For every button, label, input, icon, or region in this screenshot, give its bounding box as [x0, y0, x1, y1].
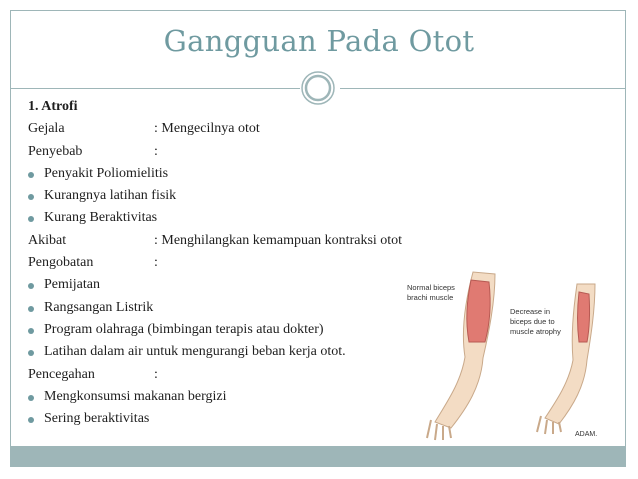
list-item-text: Mengkonsumsi makanan bergizi [44, 388, 227, 404]
list-item [28, 185, 448, 207]
list-item-text: Latihan dalam air untuk mengurangi beban kerja otot. [44, 344, 346, 360]
list-item-text: Rangsangan Listrik [44, 299, 154, 315]
normal-biceps-label-2: brachi muscle [407, 293, 454, 302]
bullet-icon [28, 395, 34, 401]
list-item-text: Sering beraktivitas [44, 411, 150, 427]
penyebab-row [28, 141, 448, 163]
akibat-label: Akibat [28, 232, 67, 248]
penyebab-label: Penyebab [28, 143, 83, 159]
atrophy-label-2: biceps due to [510, 317, 555, 326]
slide-title: Gangguan Pada Otot [163, 24, 475, 58]
list-item [28, 163, 448, 185]
list-item [28, 319, 448, 341]
list-item-text: Program olahraga (bimbingan terapis atau dokter) [44, 321, 324, 337]
pengobatan-row [28, 252, 448, 274]
arm-muscle-illustration [395, 262, 623, 442]
section-heading: 1. Atrofi [28, 99, 78, 114]
list-item [28, 207, 448, 229]
bullet-icon [28, 350, 34, 356]
list-item-text: Penyakit Poliomielitis [44, 165, 169, 181]
list-item [28, 297, 448, 319]
adam-credit: ADAM. [575, 431, 598, 438]
akibat-row [28, 230, 448, 252]
list-item [28, 386, 448, 408]
normal-biceps-label-1: Normal biceps [407, 283, 455, 292]
bullet-icon [28, 306, 34, 312]
bullet-icon [28, 194, 34, 200]
pencegahan-value: : [154, 366, 158, 382]
bullet-icon [28, 216, 34, 222]
title-divider-left [10, 88, 300, 89]
bullet-icon [28, 172, 34, 178]
gejala-label: Gejala [28, 121, 65, 137]
atrophy-label-3: muscle atrophy [510, 327, 561, 336]
atrophy-label-1: Decrease in [510, 307, 551, 316]
akibat-value: : Menghilangkan kemampuan kontraksi otot [154, 232, 403, 248]
penyebab-value: : [154, 143, 158, 159]
pengobatan-value: : [154, 255, 158, 271]
slide-body [28, 96, 448, 430]
title-divider-right [340, 88, 626, 89]
gejala-value: : Mengecilnya otot [154, 121, 260, 137]
pencegahan-row [28, 364, 448, 386]
pencegahan-label: Pencegahan [28, 366, 95, 382]
list-item-text: Kurang Beraktivitas [44, 210, 158, 226]
bullet-icon [28, 328, 34, 334]
list-item-text: Kurangnya latihan fisik [44, 188, 177, 204]
list-item-text: Pemijatan [44, 277, 100, 293]
footer-bar [10, 446, 626, 467]
bullet-icon [28, 417, 34, 423]
list-item [28, 274, 448, 296]
gejala-row [28, 118, 448, 140]
pengobatan-label: Pengobatan [28, 255, 94, 271]
list-item [28, 341, 448, 363]
list-item [28, 408, 448, 430]
bullet-icon [28, 283, 34, 289]
